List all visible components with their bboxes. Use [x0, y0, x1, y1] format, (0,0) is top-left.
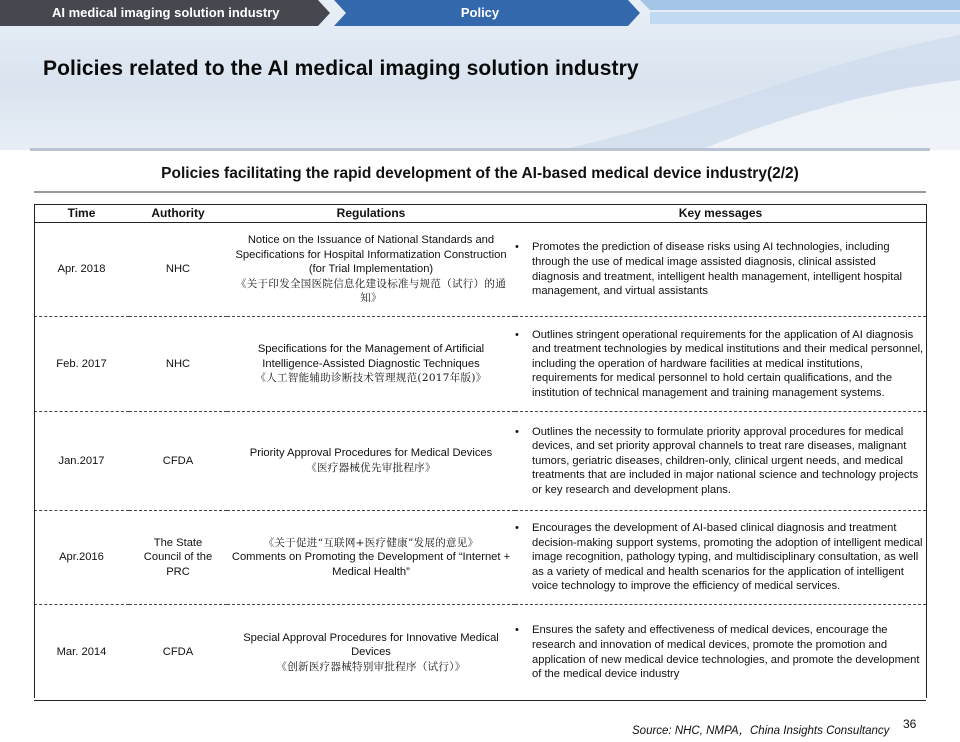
key-message-text: Outlines stringent operational requirements for the application of AI diagnosis and treatment technologies by medical institutions and their medical personnel, including the operation of hardware facilities at medical institutions, requirements for medical personnel to hold certain qualifications, and the institution of technical management and training management systems.	[532, 328, 924, 399]
table-row	[34, 605, 926, 701]
key-message-item	[515, 240, 926, 298]
regulation-english: Specifications for the Management of Artificial Intelligence-Assisted Diagnostic Techniques	[257, 343, 485, 370]
table-right-border	[926, 204, 927, 698]
regulation-chinese: 《关于印发全国医院信息化建设标准与规范（试行）的通知》	[236, 277, 506, 305]
subtitle-divider	[34, 191, 926, 193]
bullet-icon: •	[515, 241, 519, 254]
bullet-icon: •	[515, 522, 519, 535]
regulation-english: Comments on Promoting the Development of “Internet + Medical Health”	[231, 551, 511, 578]
key-message-item	[515, 425, 926, 498]
regulation-chinese: 《人工智能辅助诊断技术管理规范(2017年版)》	[255, 372, 487, 385]
authority-line: NHC	[165, 263, 191, 276]
cell-authority	[129, 605, 227, 701]
page-title: Policies related to the AI medical imaging solution industry	[43, 57, 639, 80]
table-subtitle: Policies facilitating the rapid development of the AI-based medical device industry(2/2)	[161, 165, 799, 182]
cell-time: Feb. 2017	[34, 317, 129, 412]
regulation-chinese: 《医疗器械优先审批程序》	[306, 462, 436, 474]
column-header-authority: Authority	[129, 205, 227, 223]
nav-tab-policy[interactable]: Policy	[460, 5, 500, 20]
regulation-english: Priority Approval Procedures for Medical Devices	[249, 447, 493, 460]
cell-authority	[129, 412, 227, 511]
table-row	[34, 317, 926, 412]
cell-regulation	[227, 317, 515, 412]
cell-regulation	[227, 223, 515, 317]
source-note: Source: NHC, NMPA，China Insights Consultancy	[632, 725, 890, 737]
authority-line: PRC	[166, 565, 190, 578]
key-message-text: Ensures the safety and effectiveness of medical devices, encourage the research and innovation of medical devices, promote the promotion and application of new medical device technologies, and promote the development of the medical device industry	[532, 624, 920, 681]
cell-key-message	[515, 412, 926, 511]
authority-line: NHC	[165, 357, 191, 370]
bullet-icon: •	[515, 425, 519, 438]
column-header-key-messages: Key messages	[515, 205, 926, 223]
table-row	[34, 412, 926, 511]
key-message-item	[515, 521, 926, 594]
cell-regulation	[227, 511, 515, 605]
cell-key-message	[515, 223, 926, 317]
authority-line: Council of the	[143, 551, 213, 564]
column-header-regulations: Regulations	[227, 205, 515, 223]
authority-line: The State	[153, 536, 203, 549]
cell-time: Jan.2017	[34, 412, 129, 511]
cell-regulation	[227, 605, 515, 701]
table-row	[34, 223, 926, 317]
bullet-icon: •	[515, 624, 519, 637]
regulation-chinese: 《关于促进“互联网+医疗健康”发展的意见》	[263, 536, 479, 549]
cell-key-message	[515, 317, 926, 412]
bullet-icon: •	[515, 328, 519, 341]
key-message-item	[515, 623, 926, 681]
regulation-chinese: 《创新医疗器械特别审批程序（试行）》	[276, 660, 466, 673]
cell-authority	[129, 317, 227, 412]
cell-authority	[129, 223, 227, 317]
cell-time: Apr. 2018	[34, 223, 129, 317]
cell-authority	[129, 511, 227, 605]
authority-line: CFDA	[162, 646, 194, 659]
nav-tab-section[interactable]: AI medical imaging solution industry	[52, 5, 280, 20]
cell-regulation	[227, 412, 515, 511]
table-left-border	[34, 204, 35, 698]
top-navigation	[0, 0, 960, 26]
cell-key-message	[515, 605, 926, 701]
table-header-row	[34, 205, 926, 223]
key-message-item	[515, 328, 926, 401]
cell-time: Apr.2016	[34, 511, 129, 605]
key-message-text: Encourages the development of AI-based clinical diagnosis and treatment decision-making support systems, promoting the adoption of intelligent medical image recognition, pathology typing, and multidisciplinary consultation, as well as a variety of medical and health scenarios for the application of intelligent voice technology to improve the efficiency of medical services.	[532, 522, 923, 593]
cell-time: Mar. 2014	[34, 605, 129, 701]
column-header-time: Time	[34, 205, 129, 223]
key-message-text: Promotes the prediction of disease risks using AI technologies, including through the use of medical image assisted diagnosis, clinical assisted diagnosis and treatment, intelligent health management, intelligent hospital management, and virtual assistants	[532, 241, 903, 298]
table-row	[34, 511, 926, 605]
page-number: 36	[903, 717, 917, 731]
authority-line: CFDA	[162, 454, 194, 467]
regulation-english: Special Approval Procedures for Innovative Medical Devices	[243, 631, 499, 659]
regulation-english: Notice on the Issuance of National Standards and Specifications for Hospital Informatization Construction (for Trial Implementation)	[235, 234, 507, 276]
key-message-text: Outlines the necessity to formulate priority approval procedures for medical devices, and set priority approval channels to treat rare diseases, malignant tumors, geriatric diseases, children-only, clinical urgent needs, and medical treatments that are included in major national science and technology projects or key research and development plans.	[532, 425, 919, 496]
policy-table	[34, 204, 926, 701]
cell-key-message	[515, 511, 926, 605]
table-body	[34, 223, 926, 701]
